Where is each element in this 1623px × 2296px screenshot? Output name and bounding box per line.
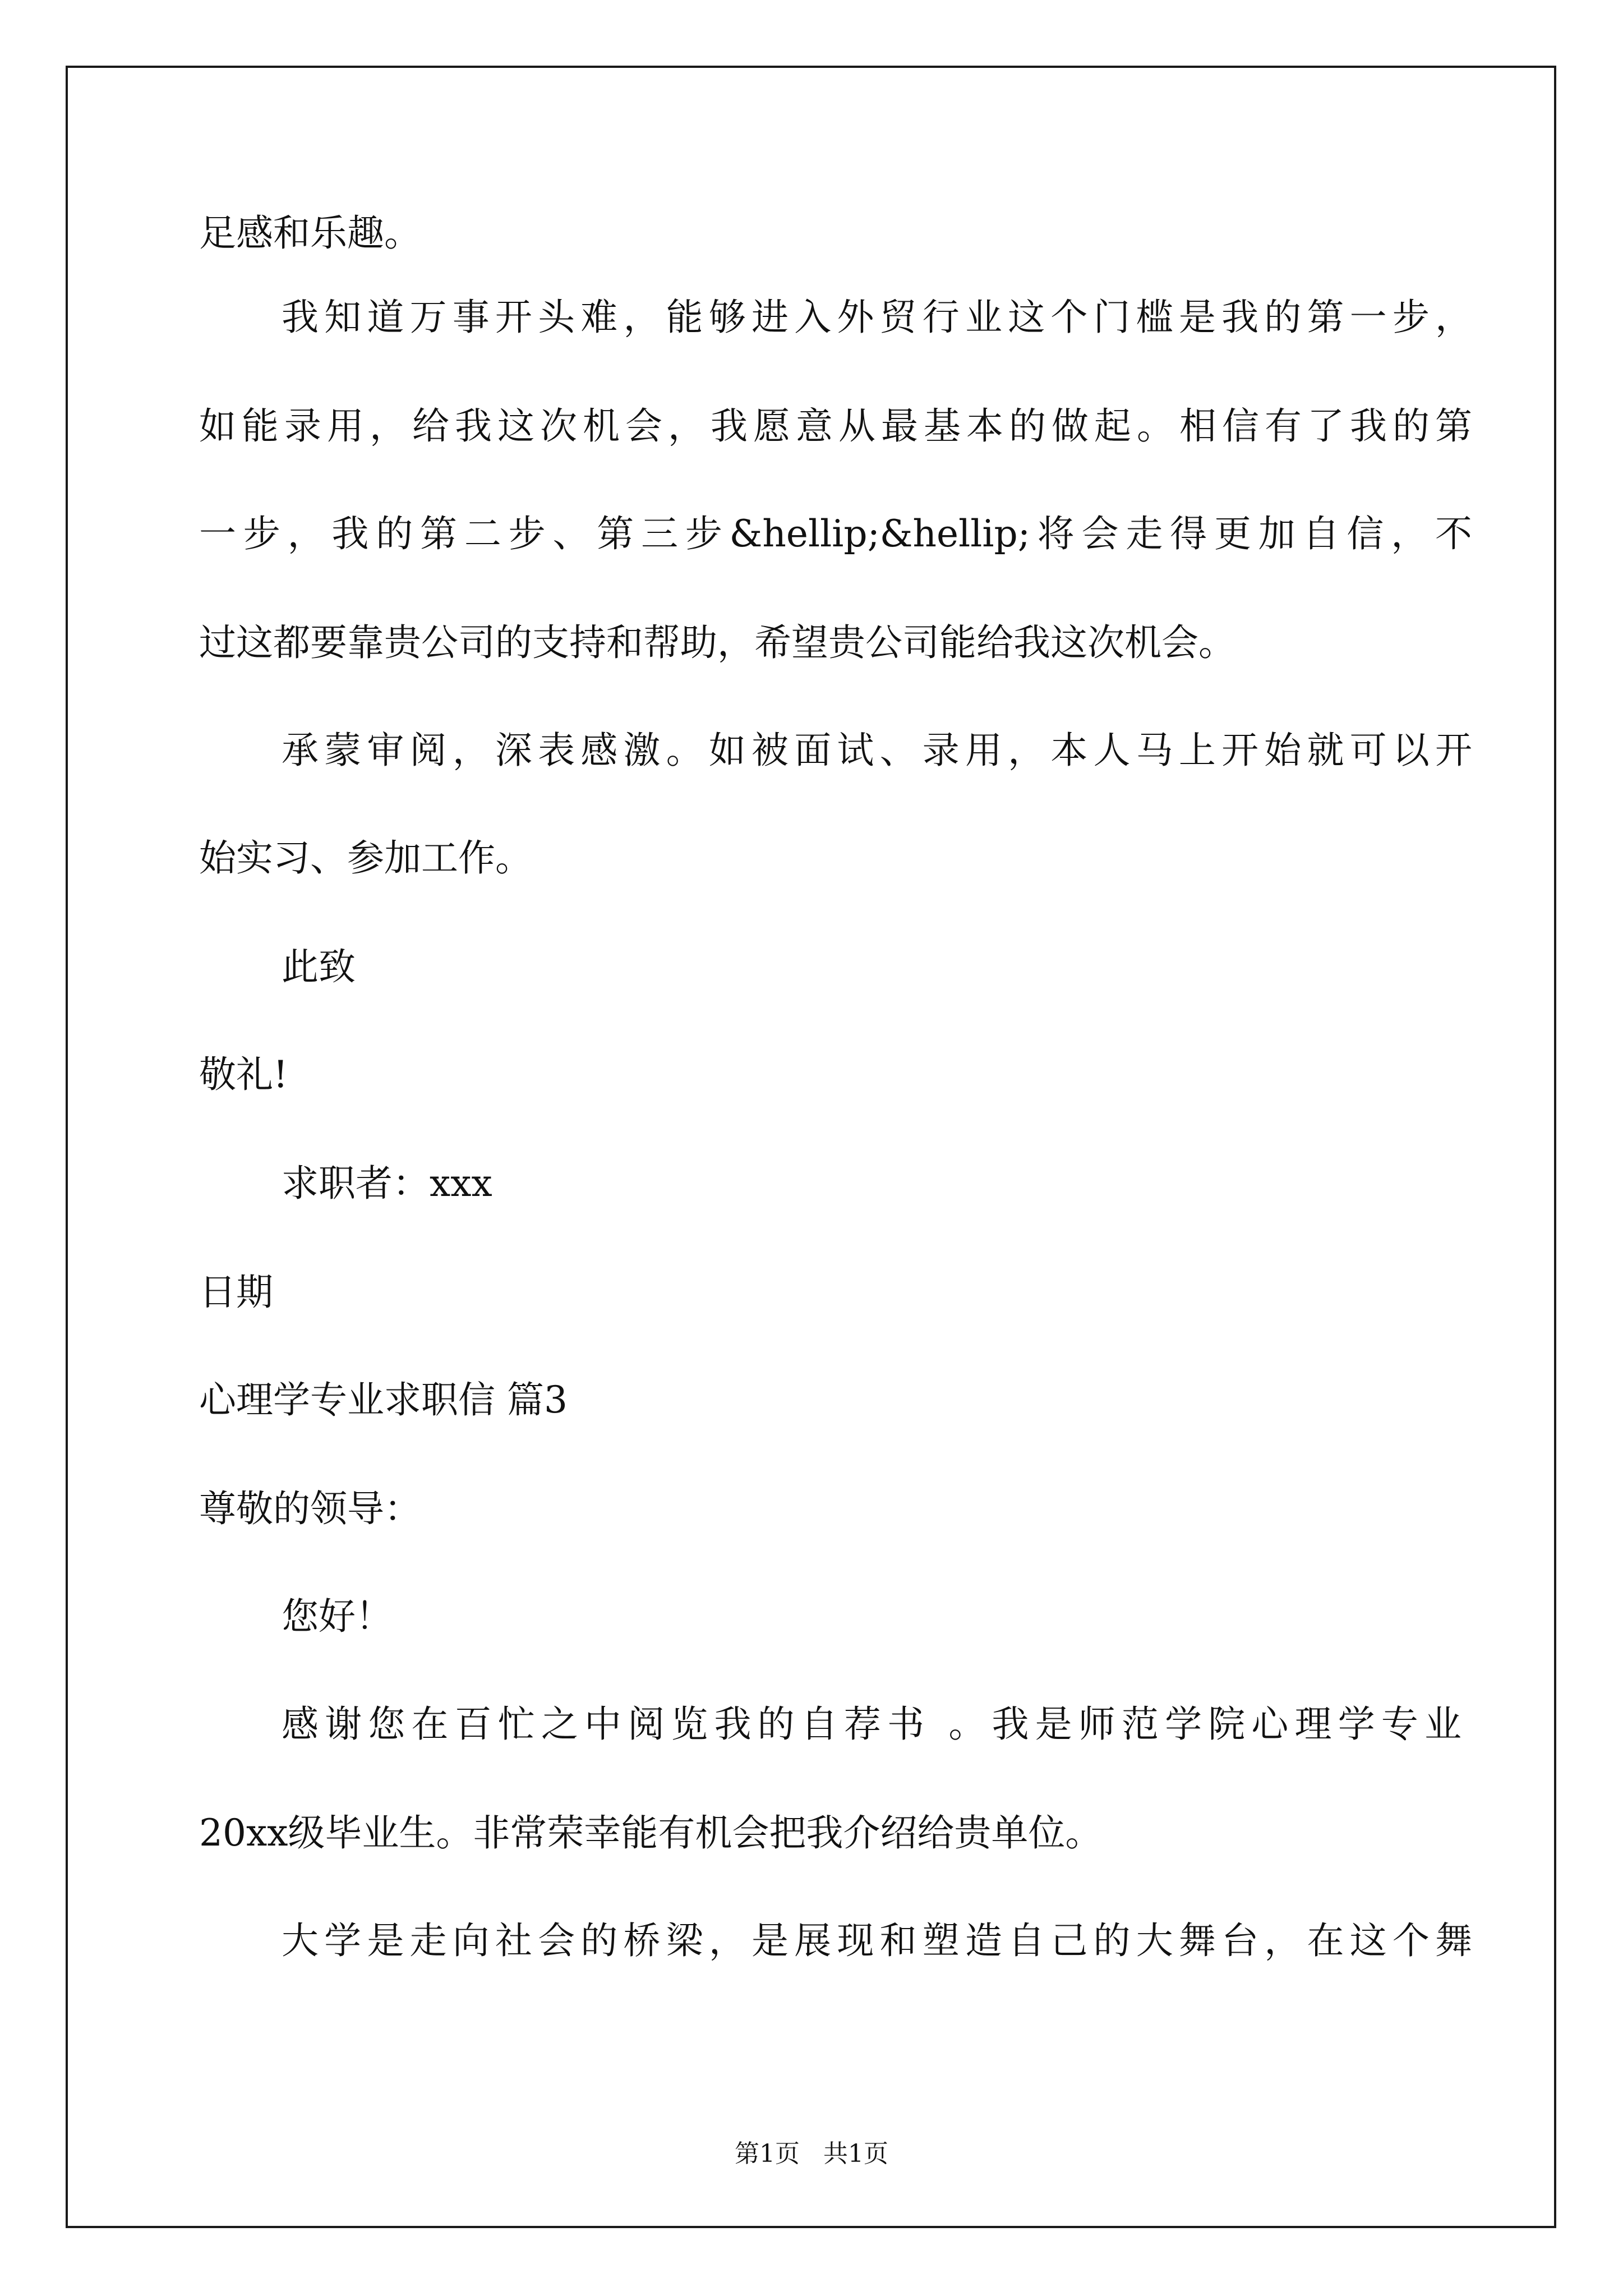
date-line: 日期 [199, 1271, 273, 1314]
section-heading: 心理学专业求职信 篇3 [199, 1378, 568, 1421]
body-line: 如能录用，给我这次机会，我愿意从最基本的做起。相信有了我的第 [199, 404, 1472, 448]
closing-phrase: 此致 [282, 945, 356, 988]
greeting-line: 您好！ [282, 1595, 393, 1638]
body-line: 20xx级毕业生。非常荣幸能有机会把我介绍给贵单位。 [199, 1811, 1103, 1855]
page-border [66, 66, 1556, 2228]
body-line: 足感和乐趣。 [199, 211, 421, 255]
signature-line: 求职者：xxx [282, 1162, 492, 1205]
body-line: 过这都要靠贵公司的支持和帮助，希望贵公司能给我这次机会。 [199, 621, 1235, 664]
body-line: 始实习、参加工作。 [199, 836, 532, 880]
salutation-closing: 敬礼! [199, 1053, 288, 1096]
body-line: 大学是走向社会的桥梁，是展现和塑造自己的大舞台，在这个舞 [282, 1919, 1472, 1962]
body-line: 我知道万事开头难，能够进入外贸行业这个门槛是我的第一步， [282, 296, 1472, 339]
body-line: 承蒙审阅，深表感激。如被面试、录用，本人马上开始就可以开 [282, 729, 1472, 772]
greeting-line: 尊敬的领导： [199, 1487, 421, 1530]
body-line: 感谢您在百忙之中阅览我的自荐书 。我是师范学院心理学专业 [282, 1703, 1461, 1746]
body-line: 一步，我的第二步、第三步&hellip;&hellip;将会走得更加自信，不 [199, 512, 1472, 555]
page-footer: 第1页 共1页 [735, 2139, 888, 2168]
